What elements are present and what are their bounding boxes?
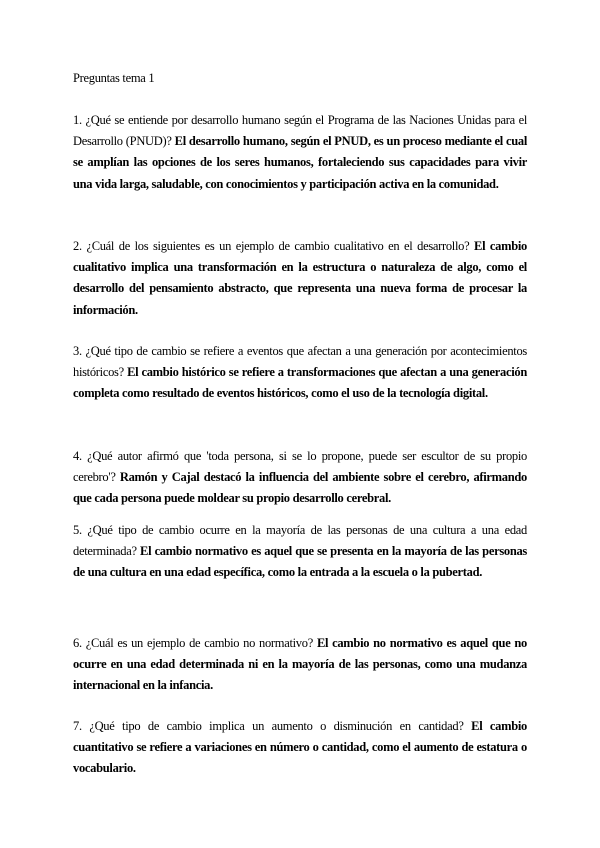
question-text: 6. ¿Cuál es un ejemplo de cambio no normativo? bbox=[73, 636, 313, 650]
question-item bbox=[73, 236, 527, 321]
answer-text: El cambio cualitativo implica una transformación en la estructura o naturaleza de algo, como el desarrollo del pensamiento abstracto, que representa una nueva forma de procesar la información. bbox=[73, 239, 527, 317]
answer-text: El cambio histórico se refiere a transformaciones que afectan a una generación completa como resultado de eventos históricos, como el uso de la tecnología digital. bbox=[73, 365, 527, 401]
answer-text: Ramón y Cajal destacó la influencia del ambiente sobre el cerebro, afirmando que cada persona puede moldear su propio desarrollo cerebral. bbox=[73, 470, 528, 506]
question-text: 5. ¿Qué tipo de cambio ocurre en la mayoría de las personas de una cultura a una edad determinada? bbox=[73, 523, 527, 559]
question-item bbox=[73, 341, 527, 405]
question-text: 1. ¿Qué se entiende por desarrollo humano según el Programa de las Naciones Unidas para el Desarrollo (PNUD)? bbox=[73, 113, 527, 149]
question-item bbox=[73, 633, 527, 697]
document-title: Preguntas tema 1 bbox=[73, 71, 155, 85]
question-text: 7. ¿Qué tipo de cambio implica un aumento o disminución en cantidad? bbox=[73, 719, 464, 733]
question-item bbox=[73, 716, 527, 780]
answer-text: El desarrollo humano, según el PNUD, es un proceso mediante el cual se amplían las opciones de los seres humanos, fortaleciendo sus capacidades para vivir una vida larga, saludable, con conocimientos y participación activa en la comunidad. bbox=[73, 134, 527, 191]
question-text: 4. ¿Qué autor afirmó que 'toda persona, si se lo propone, puede ser escultor de su propio cerebro'? bbox=[73, 449, 527, 485]
question-item bbox=[73, 110, 527, 195]
answer-text: El cambio no normativo es aquel que no ocurre en una edad determinada ni en la mayoría de las personas, como una mudanza internacional en la infancia. bbox=[73, 636, 528, 693]
question-text: 2. ¿Cuál de los siguientes es un ejemplo de cambio cualitativo en el desarrollo? bbox=[73, 239, 470, 253]
answer-text: El cambio normativo es aquel que se presenta en la mayoría de las personas de una cultura en una edad específica, como la entrada a la escuela o la pubertad. bbox=[73, 544, 527, 580]
question-text: 3. ¿Qué tipo de cambio se refiere a eventos que afectan a una generación por acontecimientos históricos? bbox=[73, 344, 527, 380]
answer-text: El cambio cuantitativo se refiere a variaciones en número o cantidad, como el aumento de estatura o vocabulario. bbox=[73, 719, 528, 776]
question-item bbox=[73, 520, 527, 584]
question-item bbox=[73, 446, 527, 510]
